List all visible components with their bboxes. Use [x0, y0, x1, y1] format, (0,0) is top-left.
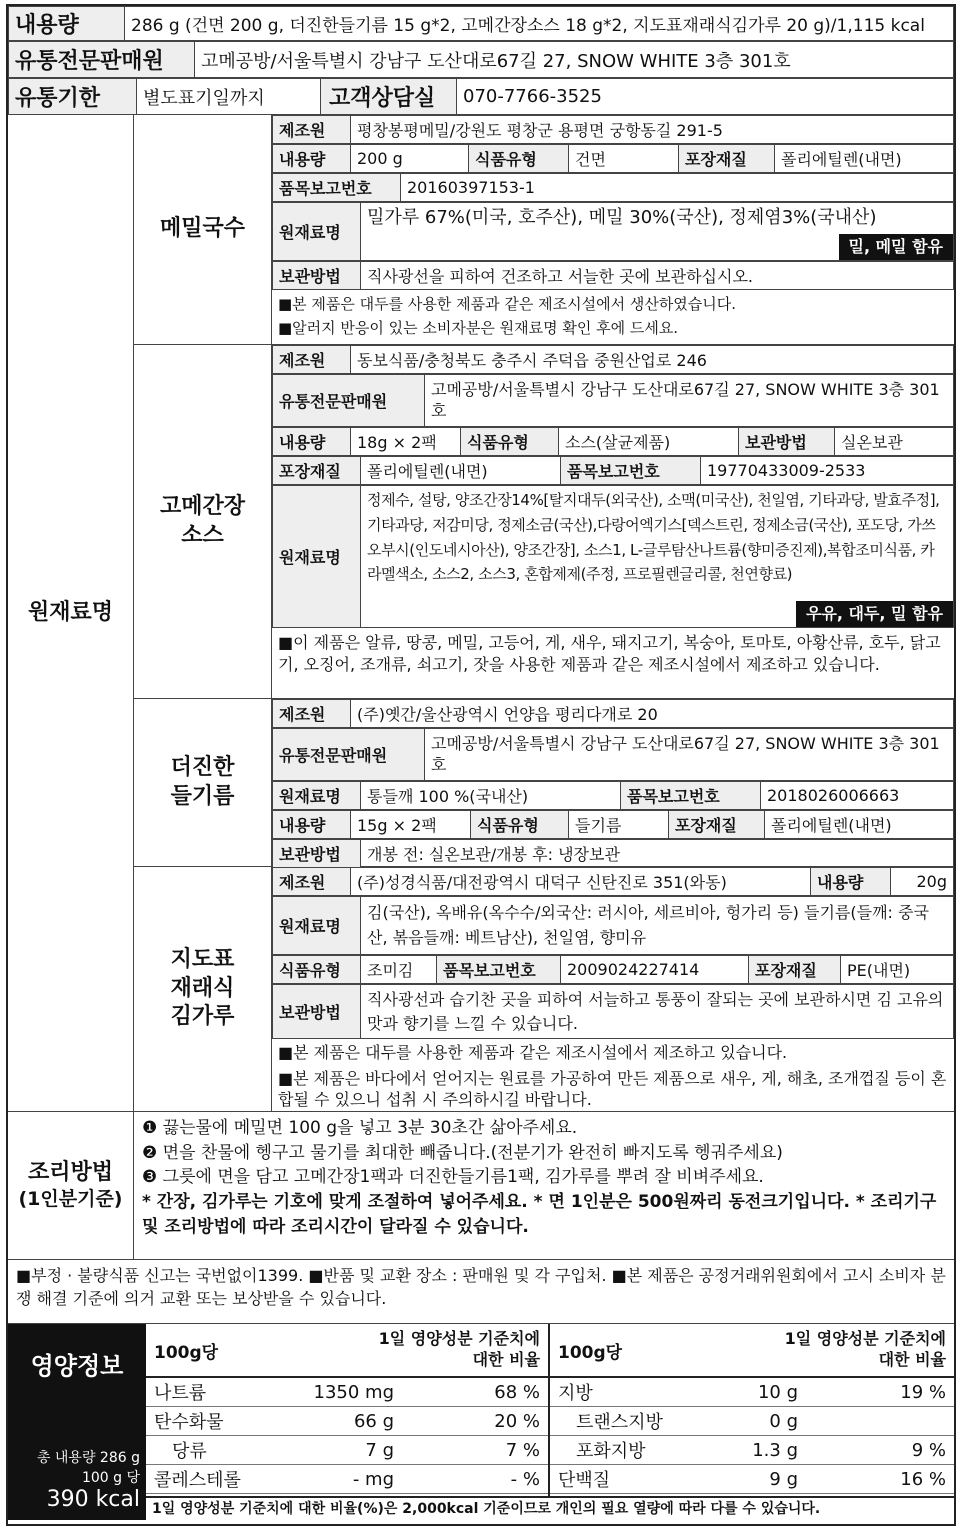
nutrition-right-header [550, 1324, 954, 1378]
seaweed-maker-label: 제조원 [273, 868, 351, 896]
nutrient-name: 단백질 [558, 1470, 611, 1491]
nutrient-percent: 9 % [911, 1439, 946, 1461]
nutrient-name: 나트륨 [154, 1383, 207, 1404]
oil-storage-label: 보관방법 [273, 840, 361, 868]
nutrition-title-panel [8, 1324, 146, 1520]
sauce-details [272, 345, 954, 698]
seaweed-title: 지도표 재래식 김가루 [170, 947, 235, 1030]
sauce-row-pack [272, 456, 954, 485]
seaweed-cap-label: 내용량 [811, 868, 891, 896]
capacity-label: 내용량 [9, 7, 125, 41]
sauce-storage: 실온보관 [835, 428, 954, 456]
distributor-value: 고메공방/서울특별시 강남구 도산대로67길 27, SNOW WHITE 3층 301호 [195, 42, 954, 78]
nutrient-name: 탄수화물 [154, 1412, 224, 1433]
distributor-table [8, 41, 954, 78]
nutrition-footnote: 1일 영양성분 기준치에 대한 비율(%)은 2,000kcal 기준이므로 개인의 필요 열량에 따라 다를 수 있습니다. [146, 1496, 954, 1520]
nutrition-per-label-right: 100g당 [558, 1342, 623, 1363]
seaweed-row-storage [272, 984, 954, 1039]
food-label [6, 4, 956, 1526]
nutrition-kcal: 390 kcal [46, 1487, 140, 1512]
nutrient-amount: 1.3 g [752, 1439, 798, 1461]
oil-maker-label: 제조원 [273, 700, 351, 728]
oil-storage: 개봉 전: 실온보관/개봉 후: 냉장보관 [361, 840, 954, 868]
ingredients-body [134, 115, 954, 1111]
nutrient-amount: 1350 mg [313, 1381, 394, 1403]
nutrient-percent: 7 % [505, 1439, 540, 1461]
sauce-dist: 고메공방/서울특별시 강남구 도산대로67길 27, SNOW WHITE 3층 301호 [425, 375, 954, 427]
nutrition-table-area [146, 1324, 954, 1520]
nutrition-right-col [550, 1324, 954, 1496]
cs-value: 070-7766-3525 [457, 79, 954, 115]
nutrition-columns [146, 1324, 954, 1496]
seaweed-pack: PE(내면) [841, 956, 954, 984]
seaweed-type-label: 식품유형 [273, 956, 361, 984]
nutrient-percent: 68 % [494, 1381, 540, 1403]
oil-type-label: 식품유형 [471, 811, 569, 839]
expiry-table [8, 78, 954, 115]
noodle-raw-cell [361, 203, 954, 261]
seaweed-details [272, 867, 954, 1111]
noodle-note-1: ■본 제품은 대두를 사용한 제품과 같은 제조시설에서 생산하였습니다. [278, 295, 737, 313]
seaweed-note-2: ■본 제품은 바다에서 얻어지는 원료를 가공하여 만든 제품으로 새우, 게, 해초, 조개껍질 등이 혼합될 수 있으니 섭취 시 주의하시길 바랍니다. [278, 1068, 947, 1110]
expiry-value: 별도표기일까지 [137, 79, 321, 115]
nutrition-row [146, 1407, 548, 1436]
notice-text: ■부정 · 불량식품 신고는 국번없이1399. ■반품 및 교환 장소 : 판매원 및 각 구입처. ■본 제품은 공정거래위원회에서 고시 소비자 분쟁 해결 기준에 의거 교환 또는 보상받을 수 있습니다. [8, 1260, 954, 1324]
noodle-cap: 200 g [351, 145, 469, 173]
oil-report-label: 품목보고번호 [621, 782, 761, 810]
noodle-report: 20160397153-1 [401, 174, 954, 202]
oil-raw-label: 원재료명 [273, 782, 361, 810]
sauce-type-label: 식품유형 [461, 428, 559, 456]
sauce-note: ■이 제품은 알류, 땅콩, 메밀, 고등어, 게, 새우, 돼지고기, 복숭아, 토마토, 아황산류, 호두, 닭고기, 오징어, 조개류, 쇠고기, 잣을 사용한 제품과 같은 제조시설에서 제조하고 있습니다. [278, 633, 941, 675]
oil-row-raw [272, 781, 954, 810]
sauce-title-cell [134, 345, 272, 698]
oil-dist: 고메공방/서울특별시 강남구 도산대로67길 27, SNOW WHITE 3층 301호 [425, 729, 954, 781]
seaweed-raw-label: 원재료명 [273, 897, 361, 955]
nutrition-total-line2: 100 g 당 [81, 1470, 140, 1486]
oil-report: 2018026006663 [761, 782, 954, 810]
noodle-details [272, 115, 954, 344]
oil-cap-label: 내용량 [273, 811, 351, 839]
nutrition-row [550, 1378, 954, 1407]
distributor-label: 유통전문판매원 [9, 42, 195, 78]
nutrient-amount: 10 g [757, 1381, 798, 1403]
noodle-cap-label: 내용량 [273, 145, 351, 173]
oil-cap: 15g × 2팩 [351, 811, 471, 839]
sauce-maker: 동보식품/충청북도 충주시 주덕읍 중원산업로 246 [351, 346, 954, 374]
nutrient-percent: 16 % [900, 1468, 946, 1490]
noodle-maker: 평창봉평메밀/강원도 평창군 용평면 궁항동길 291-5 [351, 116, 954, 144]
sauce-block [134, 345, 954, 699]
nutrient-amount: 0 g [769, 1410, 798, 1432]
seaweed-pack-label: 포장재질 [749, 956, 841, 984]
noodle-row-report [272, 173, 954, 202]
oil-row-dist [272, 728, 954, 781]
oil-details [272, 699, 954, 866]
noodle-row-maker [272, 115, 954, 144]
nutrition-row [550, 1436, 954, 1465]
nutrient-percent: - % [510, 1468, 540, 1490]
sauce-row-dist [272, 374, 954, 427]
sauce-title: 고메간장 소스 [159, 493, 245, 548]
oil-title: 더진한 들기름 [170, 754, 235, 809]
ingredients-section [8, 115, 954, 1112]
oil-row-storage [272, 839, 954, 868]
nutrition-left-rows [146, 1378, 548, 1494]
nutrition-left-header [146, 1324, 548, 1378]
oil-title-cell [134, 699, 272, 866]
seaweed-storage-label: 보관방법 [273, 985, 361, 1039]
oil-type: 들기름 [569, 811, 669, 839]
noodle-raw: 밀가루 67%(미국, 호주산), 메밀 30%(국산), 정제염3%(국내산) [367, 207, 877, 228]
sauce-cap-label: 내용량 [273, 428, 351, 456]
oil-pack-label: 포장재질 [669, 811, 765, 839]
oil-pack: 폴리에틸렌(내면) [765, 811, 954, 839]
seaweed-row-raw [272, 896, 954, 955]
noodle-pack-label: 포장재질 [679, 145, 775, 173]
ingredients-label-cell [8, 115, 134, 1111]
nutrition-left-col [146, 1324, 550, 1496]
sauce-storage-label: 보관방법 [739, 428, 835, 456]
oil-row-maker [272, 699, 954, 728]
seaweed-maker: (주)성경식품/대전광역시 대덕구 신탄진로 351(와동) [351, 868, 811, 896]
nutrition-row [550, 1465, 954, 1494]
nutrition-total-line1: 총 내용량 286 g [36, 1450, 140, 1466]
recipe-step-1: ❶ 끓는물에 메밀면 100 g을 넣고 3분 30초간 삶아주세요. [142, 1118, 578, 1138]
noodle-title: 메밀국수 [159, 216, 245, 242]
recipe-step-2: ❷ 면을 찬물에 헹구고 물기를 최대한 빼줍니다.(전분기가 완전히 빠지도록 헹궈주세요) [142, 1142, 783, 1163]
noodle-block [134, 115, 954, 345]
sauce-report-label: 품목보고번호 [561, 457, 701, 485]
seaweed-title-cell [134, 867, 272, 1111]
noodle-row-cap [272, 144, 954, 173]
capacity-value: 286 g (건면 200 g, 더진한들기름 15 g*2, 고메간장소스 18 g*2, 지도표재래식김가루 20 g)/1,115 kcal [125, 7, 954, 41]
oil-dist-label: 유통전문판매원 [273, 729, 425, 781]
seaweed-storage: 직사광선과 습기찬 곳을 피하여 서늘하고 통풍이 잘되는 곳에 보관하시면 김 고유의 맛과 향기를 느낄 수 있습니다. [361, 985, 954, 1039]
noodle-type: 건면 [569, 145, 679, 173]
sauce-row-cap [272, 427, 954, 456]
nutrient-name: 당류 [172, 1441, 207, 1462]
sauce-allergen-badge: 우유, 대두, 밀 함유 [796, 601, 953, 627]
noodle-note-2: ■알러지 반응이 있는 소비자분은 원재료명 확인 후에 드세요. [278, 319, 679, 338]
recipe-title-cell [8, 1112, 134, 1259]
nutrient-amount: - mg [352, 1468, 394, 1490]
sauce-raw: 정제수, 설탕, 양조간장14%[탈지대두(외국산), 소맥(미국산), 천일염, 기타과당, 발효주정], 기타과당, 저감미당, 정제소금(국산),다랑어엑기스[덱스트린, 정제소금(국산), 포도당, 가쓰오부시(인도네시아산), 양조간장], 소스1, L-글루탐산나트륨(향미증진제),복합조미식품, 카라멜색소, 소스2, 소스3, 혼합제제(주정, 프로필렌글리콜, 천연향료) [367, 491, 940, 584]
noodle-row-storage [272, 261, 954, 290]
seaweed-row-type [272, 955, 954, 984]
nutrition-row [146, 1378, 548, 1407]
oil-raw: 통들깨 100 %(국내산) [361, 782, 621, 810]
nutrition-dv-label-left: 1일 영양성분 기준치에 대한 비율 [378, 1329, 540, 1369]
noodle-storage-label: 보관방법 [273, 262, 361, 290]
noodle-title-cell [134, 115, 272, 344]
nutrient-amount: 7 g [365, 1439, 394, 1461]
nutrition-row [146, 1436, 548, 1465]
nutrition-title: 영양정보 [30, 1352, 124, 1380]
seaweed-row-maker [272, 867, 954, 896]
sauce-type: 소스(살균제품) [559, 428, 739, 456]
seaweed-cap: 20g [891, 868, 954, 896]
noodle-type-label: 식품유형 [469, 145, 569, 173]
expiry-label: 유통기한 [9, 79, 137, 115]
sauce-cap: 18g × 2팩 [351, 428, 461, 456]
recipe-title: 조리방법 [27, 1159, 113, 1185]
oil-block [134, 699, 954, 867]
nutrient-amount: 66 g [353, 1410, 394, 1432]
sauce-row-raw [272, 485, 954, 628]
nutrition-dv-label-right: 1일 영양성분 기준치에 대한 비율 [784, 1329, 946, 1369]
cs-label: 고객상담실 [321, 79, 457, 115]
sauce-pack-label: 포장재질 [273, 457, 361, 485]
header-table [8, 6, 954, 41]
sauce-pack: 폴리에틸렌(내면) [361, 457, 561, 485]
nutrient-name: 지방 [558, 1383, 593, 1404]
sauce-row-maker [272, 345, 954, 374]
seaweed-raw: 김(국산), 옥배유(옥수수/외국산: 러시아, 세르비아, 헝가리 등) 들기름(들깨: 중국산, 볶음들깨: 베트남산), 천일염, 향미유 [361, 897, 954, 955]
nutrition-right-rows [550, 1378, 954, 1494]
nutrient-name: 트랜스지방 [576, 1412, 663, 1433]
oil-maker: (주)옛간/울산광역시 언양읍 평리다개로 20 [351, 700, 954, 728]
seaweed-block [134, 867, 954, 1111]
sauce-raw-label: 원재료명 [273, 486, 361, 628]
sauce-report: 19770433009-2533 [701, 457, 954, 485]
recipe-body [134, 1112, 954, 1259]
nutrient-percent: 19 % [900, 1381, 946, 1403]
noodle-raw-label: 원재료명 [273, 203, 361, 261]
nutrient-name: 포화지방 [576, 1441, 646, 1462]
nutrition-section [8, 1324, 954, 1520]
nutrition-row [146, 1465, 548, 1494]
nutrition-total-block [37, 1447, 140, 1512]
noodle-pack: 폴리에틸렌(내면) [775, 145, 954, 173]
nutrient-percent: 20 % [494, 1410, 540, 1432]
recipe-section [8, 1112, 954, 1260]
noodle-report-label: 품목보고번호 [273, 174, 401, 202]
seaweed-report: 2009024227414 [561, 956, 749, 984]
seaweed-note-1: ■본 제품은 대두를 사용한 제품과 같은 제조시설에서 제조하고 있습니다. [278, 1043, 788, 1062]
seaweed-report-label: 품목보고번호 [437, 956, 561, 984]
sauce-raw-cell [361, 486, 954, 628]
recipe-subtitle: (1인분기준) [18, 1188, 123, 1211]
noodle-storage: 직사광선을 피하여 건조하고 서늘한 곳에 보관하십시오. [361, 262, 954, 290]
nutrition-per-label-left: 100g당 [154, 1342, 219, 1363]
noodle-row-raw [272, 202, 954, 261]
sauce-dist-label: 유통전문판매원 [273, 375, 425, 427]
oil-row-cap [272, 810, 954, 839]
nutrient-amount: 9 g [769, 1468, 798, 1490]
recipe-tip: * 간장, 김가루는 기호에 맞게 조절하여 넣어주세요. * 면 1인분은 500원짜리 동전크기입니다. * 조리기구 및 조리방법에 따라 조리시간이 달라질 수 있습니다. [142, 1191, 937, 1237]
noodle-maker-label: 제조원 [273, 116, 351, 144]
ingredients-label: 원재료명 [27, 599, 113, 625]
noodle-allergen-badge: 밀, 메밀 함유 [839, 234, 954, 260]
sauce-maker-label: 제조원 [273, 346, 351, 374]
nutrient-name: 콜레스테롤 [154, 1470, 241, 1491]
recipe-step-3: ❸ 그릇에 면을 담고 고메간장1팩과 더진한들기름1팩, 김가루를 뿌려 잘 비벼주세요. [142, 1167, 764, 1188]
nutrition-row [550, 1407, 954, 1436]
seaweed-type: 조미김 [361, 956, 437, 984]
